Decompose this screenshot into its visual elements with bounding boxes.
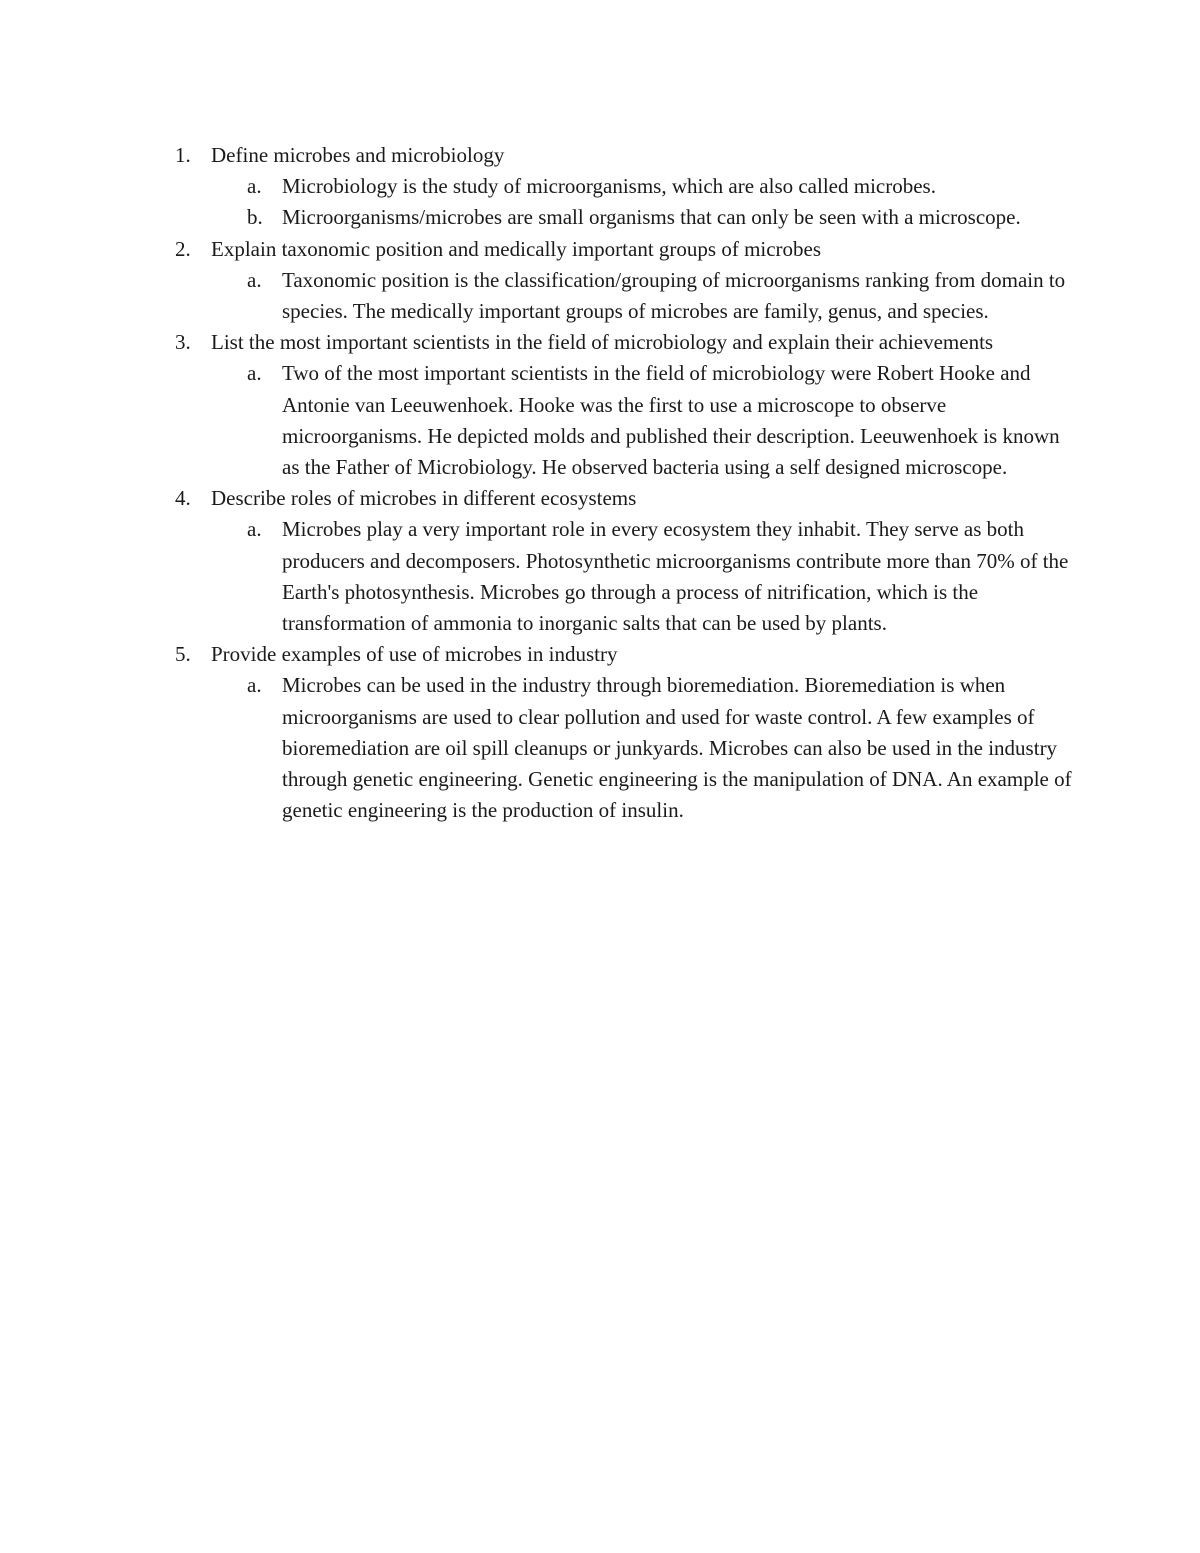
answer-letter: b. bbox=[247, 205, 263, 230]
answer-list bbox=[211, 265, 1072, 327]
answer-list bbox=[211, 171, 1072, 233]
answer-text: Taxonomic position is the classification/grouping of microorganisms ranking from domain to species. The medically important groups of microbes are family, genus, and species. bbox=[282, 267, 1066, 324]
answer-list bbox=[211, 670, 1072, 826]
question-number: 5. bbox=[175, 642, 191, 667]
answer-item bbox=[211, 265, 1072, 327]
question-item bbox=[172, 483, 1072, 639]
answer-item bbox=[211, 358, 1072, 483]
question-heading: Define microbes and microbiology bbox=[211, 143, 505, 167]
question-heading: Describe roles of microbes in different ecosystems bbox=[211, 486, 637, 511]
answer-item bbox=[211, 514, 1072, 639]
answer-text: Two of the most important scientists in the field of microbiology were Robert Hooke and Antonie van Leeuwenhoek. Hooke was the first to use a microscope to observe microorganisms. He depicted molds and published their description. Leeuwenhoek is known as the Father of Microbiology. He observed bacteria using a self designed microscope. bbox=[282, 361, 1060, 480]
question-heading: Provide examples of use of microbes in industry bbox=[211, 642, 618, 667]
question-item bbox=[172, 327, 1072, 483]
answer-list bbox=[211, 514, 1072, 639]
answer-text: Microbes play a very important role in every ecosystem they inhabit. They serve as both producers and decomposers. Photosynthetic microorganisms contribute more than 70% of the Earth's photosynthesis. Microbes go through a process of nitrification, which is the transformation of ammonia to inorganic salts that can be used by plants. bbox=[282, 517, 1069, 636]
answer-letter: a. bbox=[247, 361, 262, 386]
question-list bbox=[172, 140, 1072, 826]
question-number: 4. bbox=[175, 486, 191, 511]
answer-letter: a. bbox=[247, 267, 262, 292]
answer-letter: a. bbox=[247, 174, 262, 199]
question-item bbox=[172, 234, 1072, 328]
answer-letter: a. bbox=[247, 517, 262, 542]
question-heading: Explain taxonomic position and medically important groups of microbes bbox=[211, 236, 822, 261]
answer-item bbox=[211, 670, 1072, 826]
question-number: 1. bbox=[175, 143, 191, 167]
answer-item bbox=[211, 171, 1072, 202]
answer-letter: a. bbox=[247, 673, 262, 698]
question-item bbox=[172, 140, 1072, 234]
question-number: 2. bbox=[175, 236, 191, 261]
answer-text: Microbes can be used in the industry through bioremediation. Bioremediation is when microorganisms are used to clear pollution and used for waste control. A few examples of bioremediation are oil spill cleanups or junkyards. Microbes can also be used in the industry through genetic engineering. Genetic engineering is the manipulation of DNA. An example of genetic engineering is the production of insulin. bbox=[282, 673, 1072, 823]
question-heading: List the most important scientists in the field of microbiology and explain their achievements bbox=[211, 330, 994, 355]
answer-text: Microorganisms/microbes are small organisms that can only be seen with a microscope. bbox=[282, 205, 1021, 230]
answer-text: Microbiology is the study of microorganisms, which are also called microbes. bbox=[282, 174, 936, 199]
question-item bbox=[172, 639, 1072, 826]
question-number: 3. bbox=[175, 330, 191, 355]
answer-list bbox=[211, 358, 1072, 483]
answer-item bbox=[211, 202, 1072, 233]
